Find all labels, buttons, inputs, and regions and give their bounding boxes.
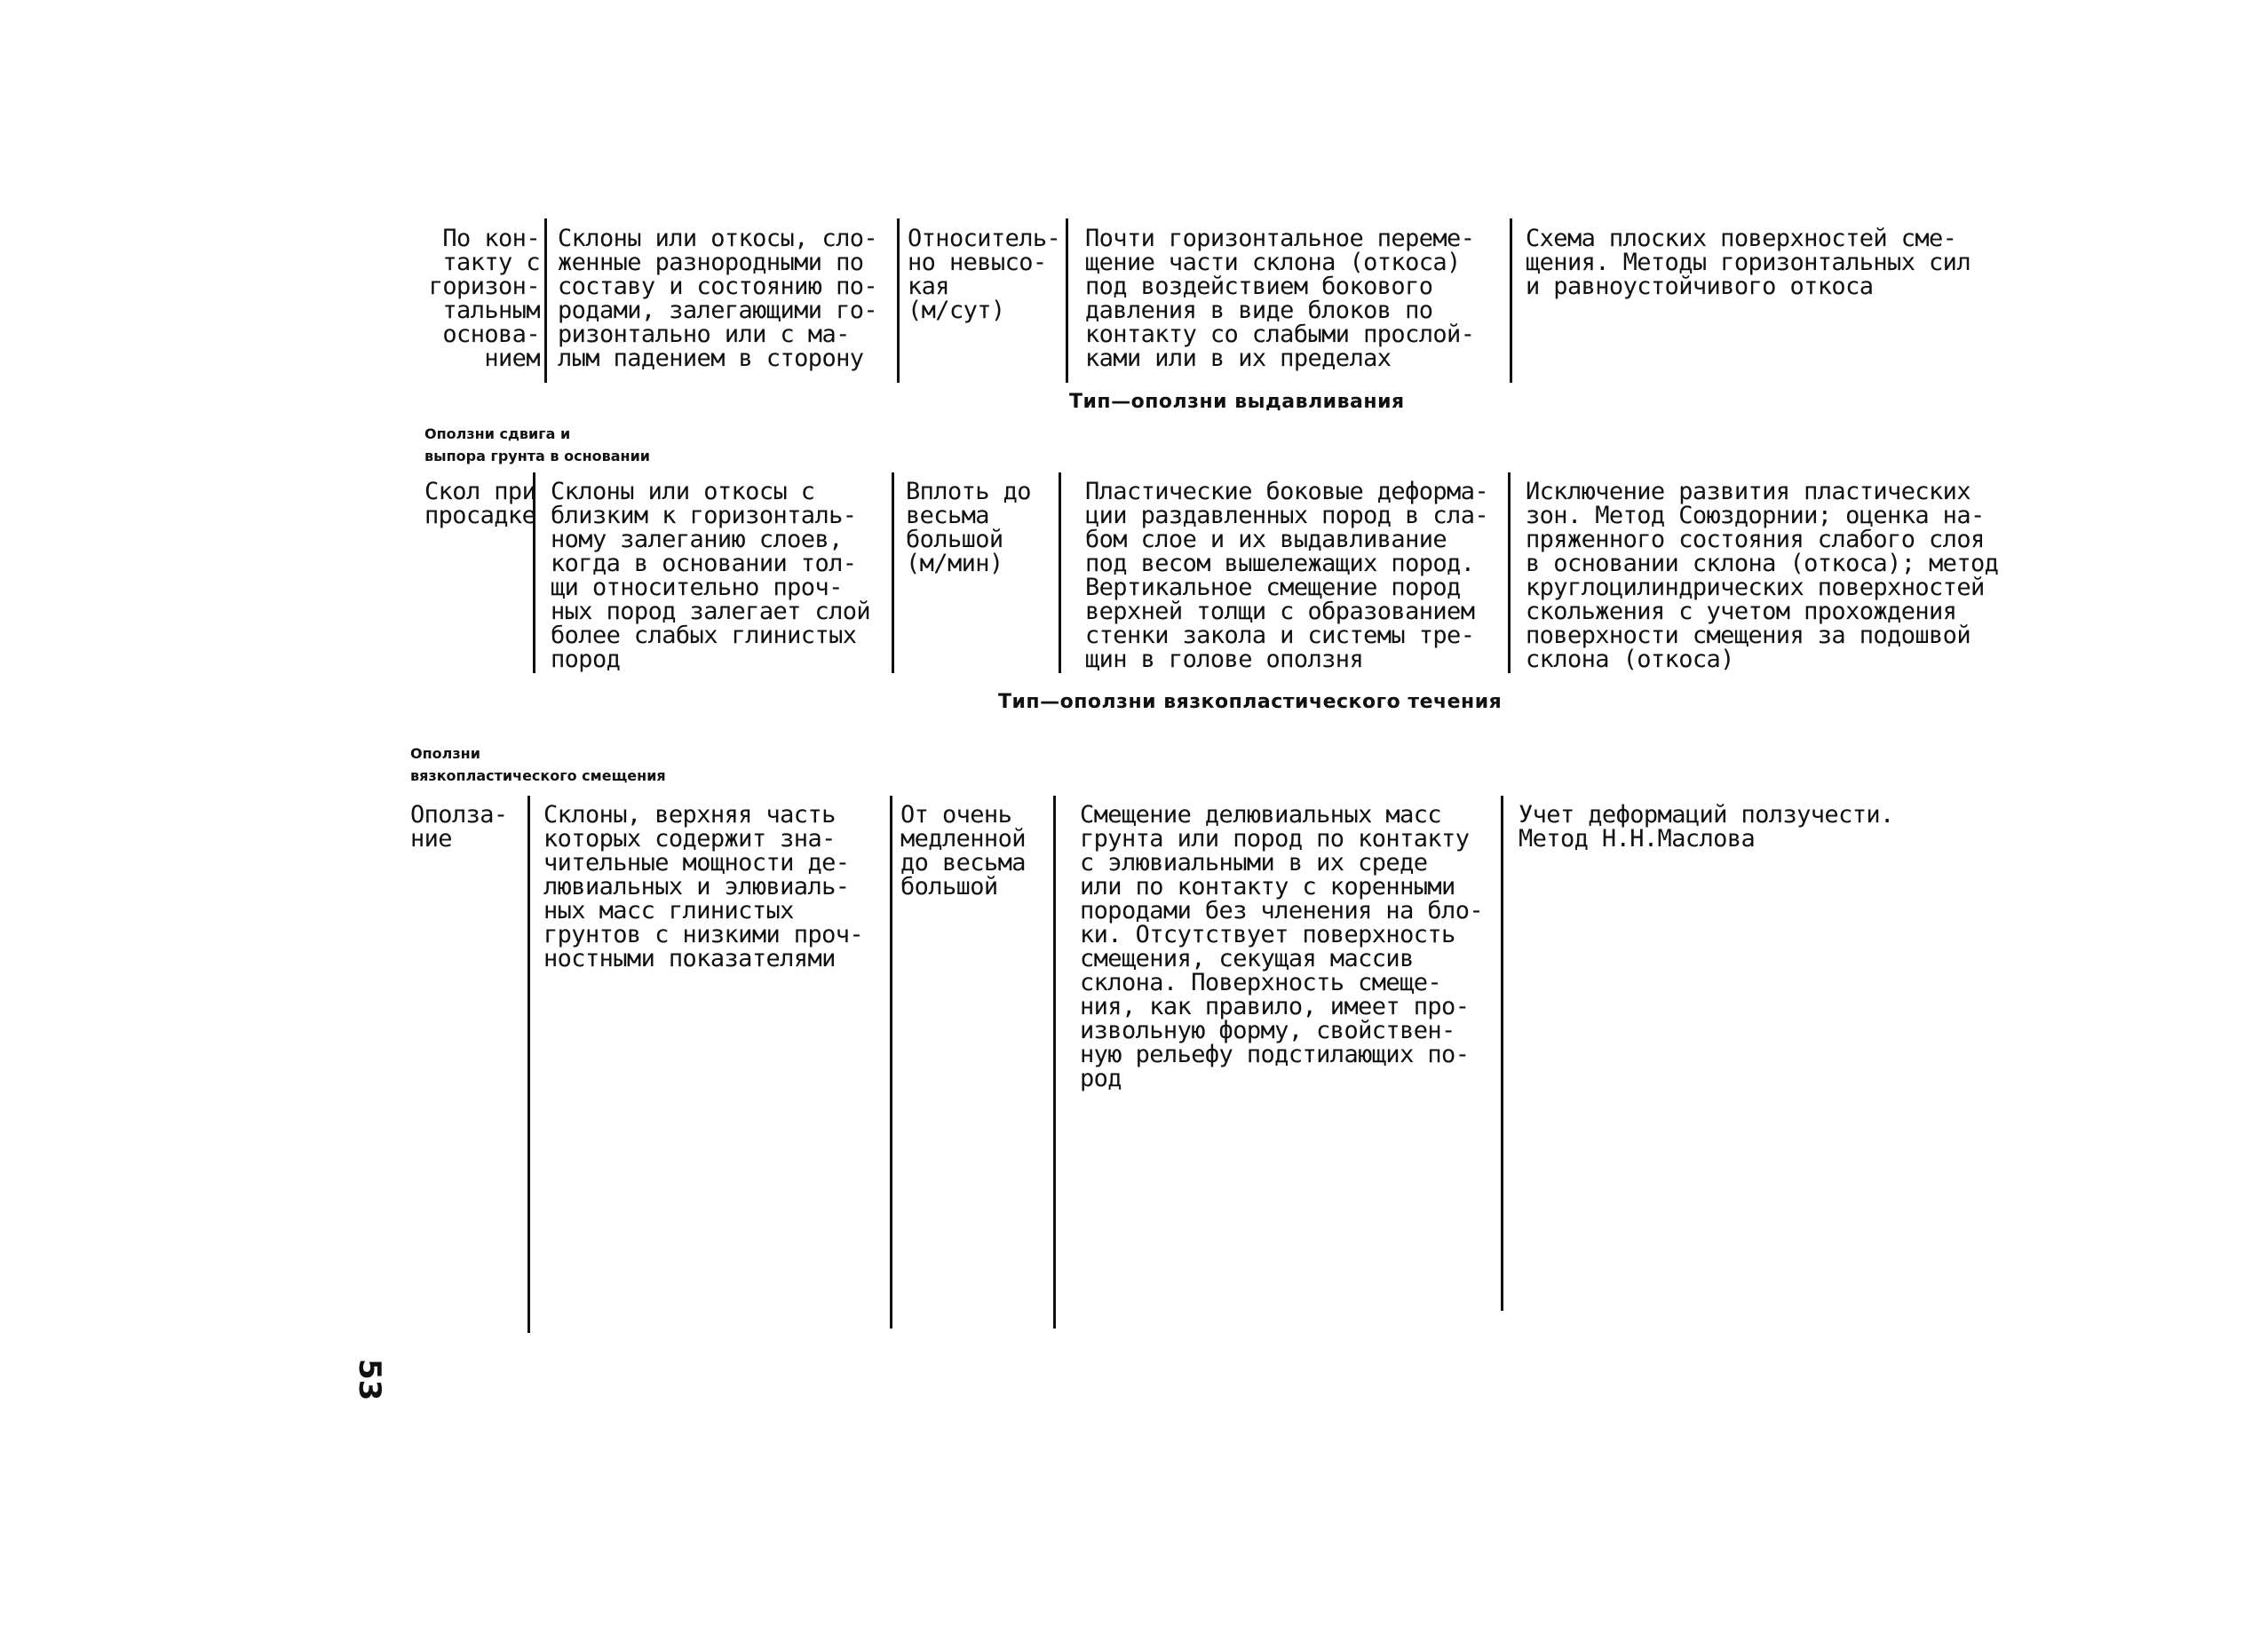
row-2-divider-4 — [1508, 472, 1511, 673]
row-2-mechanism: Пластические боковые деформа- ции раздавленных пород в сла- бом слое и их выдавливание под весом вышележащих пород. Вертикальное смещение пород верхней толщи с образованием стенки закола и системы тре- щин в голове оползня — [1085, 478, 1489, 673]
row-1-speed: Относитель- но невысо- кая (м/сут) — [908, 225, 1061, 324]
row-3-divider-3 — [1053, 796, 1056, 1329]
row-1-mechanism: Почти горизонтальное переме- щение части склона (откоса) под воздействием бокового давления в виде блоков по контакту со слабыми прослой- ками или в их пределах — [1085, 225, 1475, 372]
row-3-divider-1 — [527, 796, 530, 1333]
row-3-mechanism: Смещение делювиальных масс грунта или пород по контакту с элювиальными в их среде или по контакту с коренными породами без членения на бло- ки. Отсутствует поверхность смещения, секущая массив склона. Поверхность смеще- ния, как правило, имеет про- извольную форму, свойствен- ную рельефу подстилающих по- род — [1080, 801, 1484, 1092]
row-2-conditions: Склоны или откосы с близким к горизонталь- ному залеганию слоев, когда в основании тол- щи относительно проч- ных пород залегает слой более слабых глинистых пород — [551, 478, 871, 673]
row-3-divider-2 — [890, 796, 892, 1329]
row-1-class-label: По кон- такту с горизон- тальным основа- нием — [428, 225, 540, 372]
row-1-divider-1 — [544, 218, 547, 383]
row-2-speed: Вплоть до весьма большой (м/мин) — [906, 478, 1031, 577]
type-heading-extrusion: Тип—оползни выдавливания — [1069, 391, 1405, 413]
row-2-class-label: Скол при просадке — [424, 478, 536, 529]
row-2-divider-2 — [892, 472, 894, 673]
row-3-divider-4 — [1501, 796, 1503, 1311]
row-1-divider-2 — [897, 218, 900, 383]
row-3-speed: От очень медленной до весьма большой — [900, 801, 1026, 900]
row-3-class-label: Ополза- ние — [410, 801, 508, 853]
row-1-method: Схема плоских поверхностей сме- щения. Методы горизонтальных сил и равноустойчивого откоса — [1526, 225, 1971, 300]
row-1-divider-3 — [1066, 218, 1068, 383]
group-heading-viscoplastic: Оползни вязкопластического смещения — [410, 745, 666, 784]
page-number: 53 — [352, 1359, 387, 1401]
group-heading-shear: Оползни сдвига и выпора грунта в основании — [424, 425, 651, 464]
row-1-divider-4 — [1510, 218, 1512, 383]
type-heading-viscoplastic: Тип—оползни вязкопластического течения — [998, 691, 1503, 713]
row-3-method: Учет деформаций ползучести. Метод Н.Н.Маслова — [1519, 801, 1894, 853]
row-2-method: Исключение развития пластических зон. Метод Союздорнии; оценка на- пряженного состояния слабого слоя в основании склона (откоса); метод круглоцилиндрических поверхностей скольжения с учетом прохождения поверхности смещения за подошвой склона (откоса) — [1526, 478, 1999, 673]
row-2-divider-3 — [1059, 472, 1061, 673]
row-1-conditions: Склоны или откосы, сло- женные разнородными по составу и состоянию по- родами, залегающими го- ризонтально или с ма- лым падением в сторону — [558, 225, 878, 372]
row-3-conditions: Склоны, верхняя часть которых содержит зна- чительные мощности де- лювиальных и элювиаль- ных масс глинистых грунтов с низкими проч- ностными показателями — [543, 801, 864, 972]
row-2-divider-1 — [533, 472, 535, 673]
